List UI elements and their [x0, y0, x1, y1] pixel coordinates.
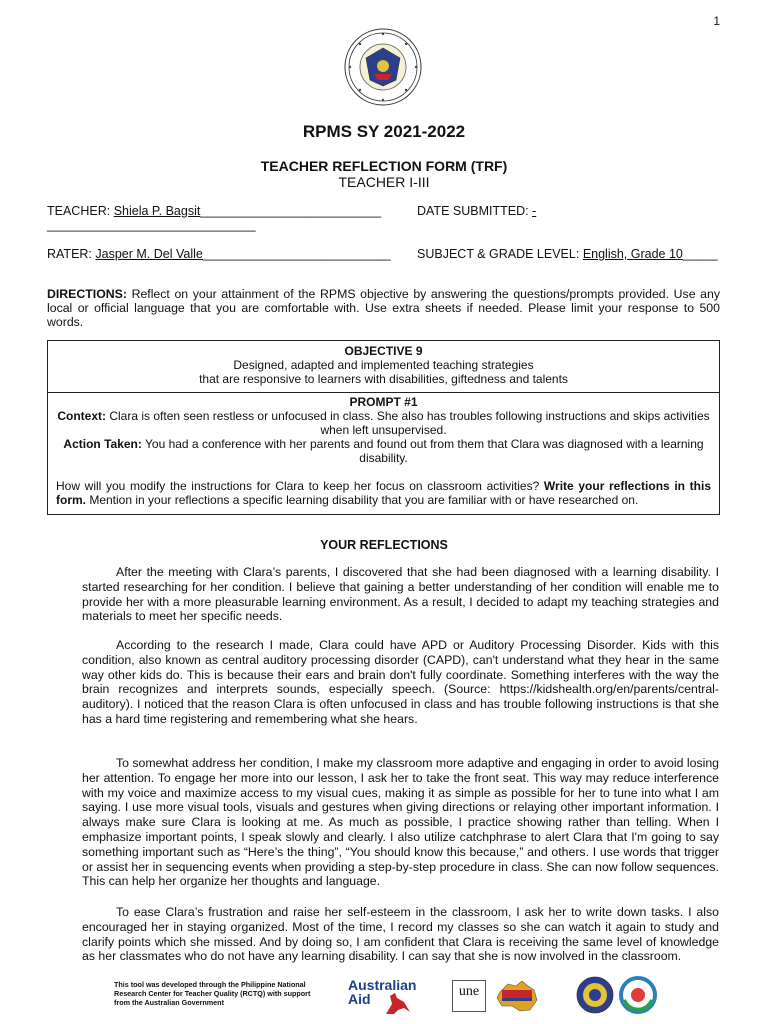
reflections-heading: YOUR REFLECTIONS [320, 538, 448, 552]
directions-text: Reflect on your attainment of the RPMS objective by answering the questions/prompts provided. Use any local or official language that you are comfortable with. Use extra sheets if needed. Please limit your response to 500 words. [47, 287, 720, 329]
rater-label: RATER: [47, 247, 92, 261]
prompt-action-taken: Action Taken: You had a conference with her parents and found out from them that Clara was diagnosed with a learning disability. [63, 437, 704, 465]
date-underline: ______________________________ [47, 218, 256, 232]
reflection-paragraph-1: After the meeting with Clara’s parents, I discovered that she had been diagnosed with a learning disability. I started researching for her condition. I believe that gaining a better understanding of her condition will enable me to provide her with a more pleasurable learning environment. As a result, I decided to adapt my teaching strategies and materials to meet her specific needs. [82, 565, 719, 624]
directions [47, 287, 720, 329]
form-subtitle: TEACHER I-III [338, 174, 430, 190]
teacher-label: TEACHER: [47, 204, 111, 218]
subject-grade-field [417, 247, 718, 261]
prompt-context: Context: Clara is often seen restless or unfocused in class. She also has troubles following instructions and skips activities when left unsupervised. [57, 409, 710, 437]
teacher-field [47, 204, 381, 218]
reflection-paragraph-4: To ease Clara’s frustration and raise her self-esteem in the classroom, I ask her to write down tasks. I also encouraged her in staying organized. Most of the time, I record my classes so she can watch it again to study and clarify points which she missed. And by doing so, I am confident that Clara is receiving the same level of knowledge as her classmates who do not have any learning disability. I can say that she is now involved in the classroom. [82, 905, 719, 964]
directions-label: DIRECTIONS: [47, 287, 127, 301]
objective-prompt-box [47, 340, 720, 515]
rater-name: Jasper M. Del Valle [95, 247, 203, 261]
rctq-logo-icon [618, 976, 658, 1014]
date-submitted-field [417, 204, 536, 218]
form-title: TEACHER REFLECTION FORM (TRF) [260, 158, 508, 174]
australian-aid-logo: Australian Aid [348, 977, 417, 1007]
footer-note: This tool was developed through the Philippine National Research Center for Teacher Quality (RCTQ) with support from the Australian Government [114, 980, 311, 1007]
rater-blank: ___________________________ [202, 247, 391, 261]
date-label: DATE SUBMITTED: [417, 204, 529, 218]
subject-blank: _____ [682, 247, 718, 261]
objective-title: OBJECTIVE 9 [344, 344, 423, 358]
kangaroo-icon [382, 990, 412, 1016]
teacher-blank: __________________________ [200, 204, 382, 218]
box-divider [48, 392, 719, 393]
teacher-name: Shiela P. Bagsit [113, 204, 201, 218]
date-value: - [532, 204, 537, 218]
rater-field [47, 247, 391, 261]
page-number: 1 [713, 14, 720, 28]
prompt-question: How will you modify the instructions for Clara to keep her focus on classroom activities? Write your reflections in this form. Mention in your reflections a specific learning disability that you are familiar with or have researched on. [56, 479, 711, 507]
prompt-title: PROMPT #1 [349, 395, 418, 409]
deped-seal-icon [344, 28, 422, 106]
university-seal-icon [576, 976, 614, 1014]
subject-label: SUBJECT & GRADE LEVEL: [417, 247, 580, 261]
reflection-paragraph-3: To somewhat address her condition, I make my classroom more adaptive and engaging in order to avoid losing her attention. To engage her more into our lesson, I ask her to take the front seat. This way may reduce interference with my voice and maximize access to my visual cues, making it as simple as possible for her to tune into what I am saying. I use more visual tools, visuals and gestures when giving directions or relaying other important information. I always make sure Clara is looking at me. As much as possible, I practice showing rather than telling. When I emphasize important points, I speak slowly and clearly. I also utilize catchphrase to alert Clara that I'm going to say something important such as “Here’s the thing”, “You should know this because,” and others. I use words that trigger or assist her in sequencing events when providing a step-by-step procedure in class. She can now follow sequences. This can help her organize her thoughts and language. [82, 756, 719, 889]
reflection-paragraph-2: According to the research I made, Clara could have APD or Auditory Processing Disorder. Kids with this condition, also known as central auditory processing disorder (CAPD), can't understand what they hear in the same way other kids do. This is because their ears and brain don't fully coordinate. Something interferes with the way the brain recognizes and interprets sounds, especially speech. (Source: https://kidshealth.org/en/parents/central-auditory). I noticed that the reason Clara is often unfocused in class and has trouble following instructions is that she has a hard time registering and remembering what she hears. [82, 638, 719, 726]
smerp-australia-map-icon [494, 978, 540, 1014]
page-title: RPMS SY 2021-2022 [302, 122, 466, 141]
une-logo: une [452, 980, 486, 1012]
subject-value: English, Grade 10 [582, 247, 683, 261]
objective-line-1: Designed, adapted and implemented teaching strategies [233, 358, 534, 372]
objective-line-2: that are responsive to learners with disabilities, giftedness and talents [199, 372, 568, 386]
